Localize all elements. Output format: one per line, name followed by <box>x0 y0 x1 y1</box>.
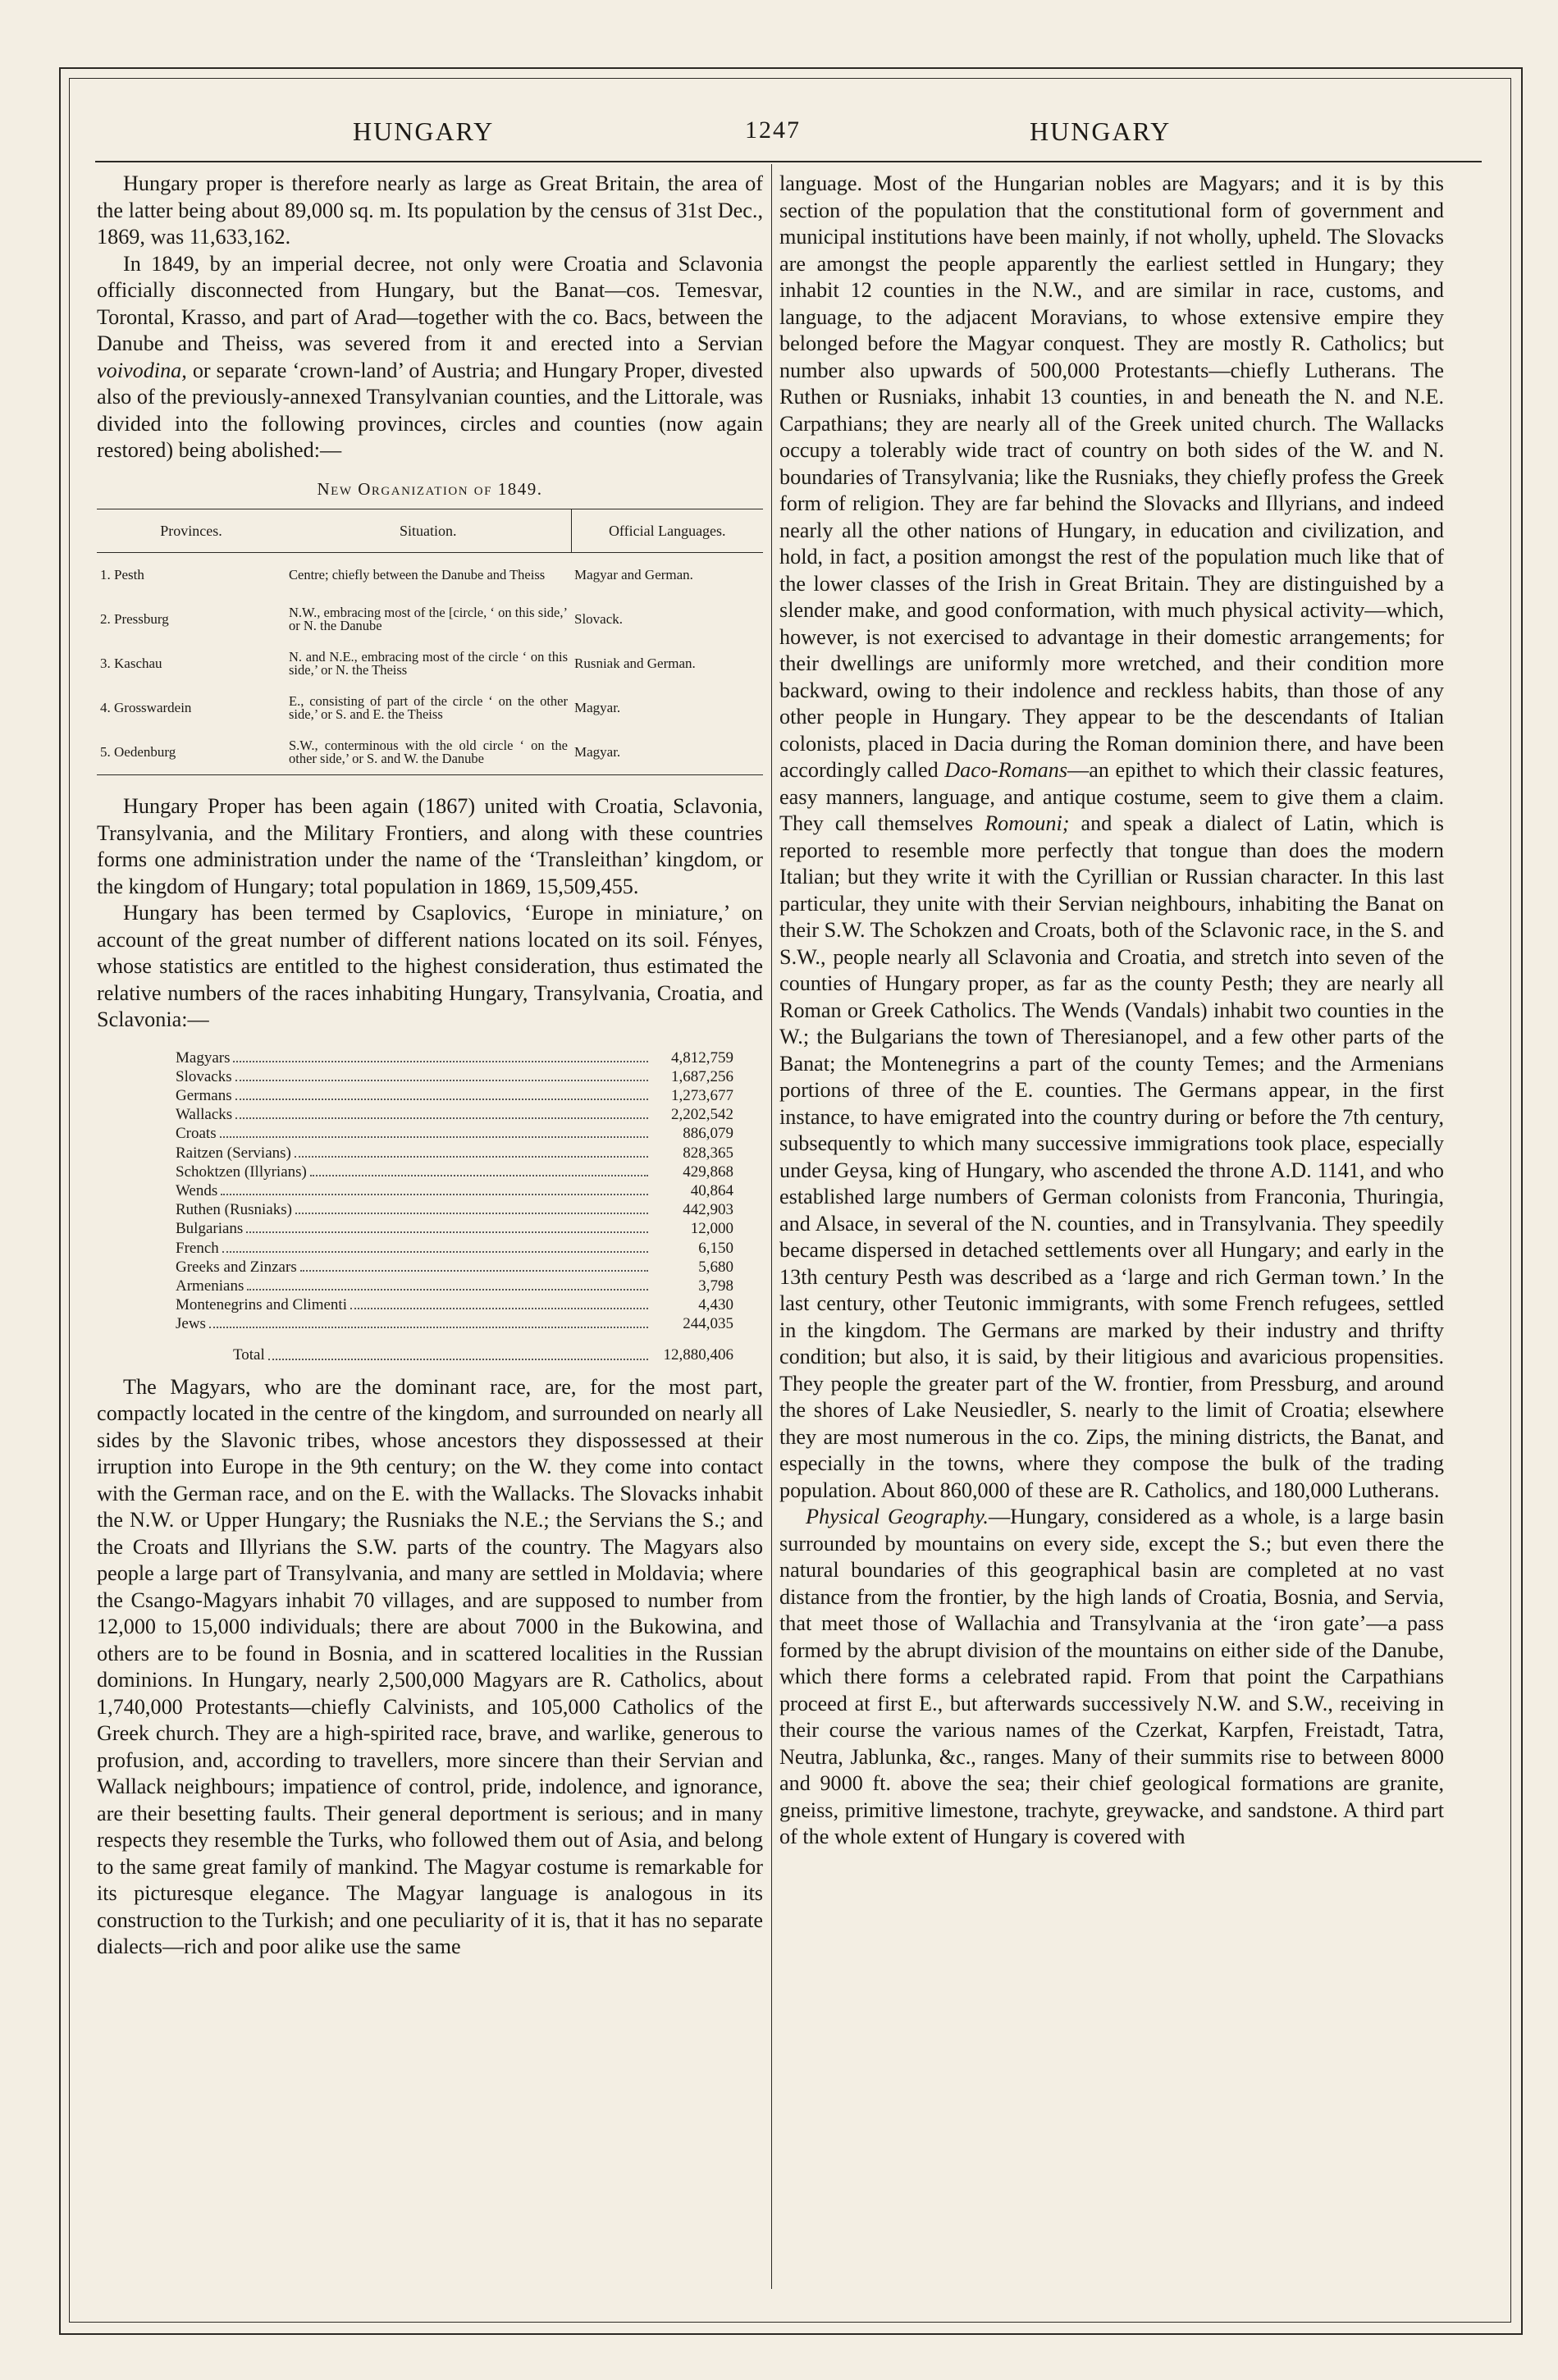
table-cell-situation: N. and N.E., embracing most of the circle ‘ on this side,’ or N. the Theiss <box>289 649 568 678</box>
paragraph-races-continued: language. Most of the Hungarian nobles are Magyars; and it is by this section of the population that the constitutional form of government and municipal institutions have been mainly, if not wholly, upheld. The Slovacks are amongst the people apparently the earliest settled in Hungary; they inhabit 12 counties in the N.W., and are similar in race, customs, and language, to the adjacent Moravians, to whose extensive empire they belonged before the Magyar conquest. They are mostly R. Catholics; but number also upwards of 500,000 Protestants—chiefly Lutherans. The Ruthen or Rusniaks, inhabit 13 counties, in and beneath the N. and N.E. Carpathians; they are nearly all of the Greek united church. The Wallacks occupy a tolerably wide tract of country on both sides of the W. and N. boundaries of Transylvania; like the Rusniaks, they chiefly profess the Greek form of religion. They are far behind the Slovacks and Illyrians, and indeed nearly all the other nations of Hungary, in education and civilization, and hold, in fact, a position amongst the rest of the population much like that of the lower classes of the Irish in Great Britain. They are distinguished by a slender make, and good conformation, with much physical activity—which, however, is not exercised to advantage in their domestic arrangements; for their dwellings are uniformly more wretched, and their condition more backward, owing to their indolence and reckless habits, than those of any other people in Hungary. They appear to be the descendants of Italian colonists, placed in Dacia during the Roman dominion there, and have been accordingly called Daco-Romans—an epithet to which their classic features, easy manners, language, and antique costume, seem to give them a claim. They call themselves Romouni; and speak a dialect of Latin, which is reported to resemble more perfectly that tongue than does the modern Italian; but they write it with the Cyrillian or Russian character. In this last particular, they unite with their Servian neighbours, inhabiting the Banat on their S.W. The Schokzen and Croats, both of the Sclavonic race, in the S. and S.W., people nearly all Sclavonia and Croatia, and stretch into seven of the counties of Hungary proper, as far as the county Pesth; they are nearly all Roman or Greek Catholics. The Wends (Vandals) inhabit two counties in the W.; the Bulgarians the town of Theresianopel, and a few other parts of the Banat; the Montenegrins a part of the county Temes; and the Armenians portions of three of the E. counties. The Germans appear, in the first instance, to have emigrated into the country during or before the 7th century, subsequently to which many successive immigrations took place, especially under Geysa, king of Hungary, who ascended the throne A.D. 1141, and who established large numbers of German colonists from Franconia, Thuringia, and Alsace, in several of the N. counties, and in Transylvania. They speedily became dispersed in detached settlements over all Hungary; and early in the 13th century Pesth was described as a ‘large and rich German town.’ In the last century, other Teutonic immigrants, with some French refugees, settled in the kingdom. The Germans are marked by their industry and thrifty condition; but also, it is said, by their litigious and avaricious propensities. They people the greater part of the W. frontier, from Pressburg, and around the shores of Lake Neusiedler, S. nearly to the limit of Croatia; elsewhere they are most numerous in the co. Zips, the mining districts, the Banat, and especially in the towns, where they compose the bulk of the trading population. About 860,000 of these are R. Catholics, and 180,000 Lutherans. <box>779 171 1444 1502</box>
table-cell-province: 1. Pesth <box>100 567 144 582</box>
list-item: Wends 40,864 <box>176 1181 733 1199</box>
left-column <box>97 171 763 1961</box>
table-cell-language: Magyar. <box>574 700 621 715</box>
table-cell-province: 3. Kaschau <box>100 656 162 671</box>
header-right-title: HUNGARY <box>1030 116 1172 146</box>
table-header-situation: Situation. <box>286 509 571 553</box>
races-list <box>176 1048 733 1364</box>
list-item: Jews 244,035 <box>176 1315 733 1333</box>
list-item: Schoktzen (Illyrians) 429,868 <box>176 1163 733 1181</box>
list-item: Ruthen (Rusniaks) 442,903 <box>176 1201 733 1219</box>
table-cell-province: 4. Grosswardein <box>100 700 192 715</box>
list-item: Greeks and Zinzars 5,680 <box>176 1258 733 1276</box>
list-item: Bulgarians 12,000 <box>176 1220 733 1238</box>
page-number: 1247 <box>745 116 801 144</box>
list-item: Raitzen (Servians) 828,365 <box>176 1144 733 1162</box>
table-row <box>97 642 763 686</box>
list-item: French 6,150 <box>176 1239 733 1257</box>
table-cell-province: 5. Oedenburg <box>100 744 176 760</box>
table-row <box>97 597 763 642</box>
table-cell-province: 2. Pressburg <box>100 611 169 627</box>
table-cell-language: Magyar and German. <box>574 567 693 582</box>
list-item: Wallacks 2,202,542 <box>176 1106 733 1124</box>
table-cell-language: Slovack. <box>574 611 624 627</box>
list-item: Montenegrins and Climenti 4,430 <box>176 1296 733 1314</box>
header-left-title: HUNGARY <box>353 116 495 146</box>
table-cell-situation: N.W., embracing most of the [circle, ‘ on this side,’ or N. the Danube <box>289 605 568 633</box>
table-cell-language: Rusniak and German. <box>574 656 696 671</box>
table-row <box>97 730 763 775</box>
table-title: New Organization of 1849. <box>317 478 543 499</box>
right-column <box>779 171 1444 1851</box>
list-item: Germans 1,273,677 <box>176 1086 733 1104</box>
paragraph-physical-geography: Physical Geography.—Hungary, considered as a whole, is a large basin surrounded by mountains on every side, except the S.; but even there the natural boundaries of this geographical basin are completed at no vast distance from the frontier, by the high lands of Croatia, Bosnia, and Servia, that meet those of Wallachia and Transylvania at the ‘iron gate’—a pass formed by the abrupt division of the mountains on either side of the Danube, which there forms a celebrated rapid. From that point the Carpathians proceed at first E., but afterwards successively N.W. and S.W., receiving in their course the various names of the Czerkat, Karpfen, Freistadt, Tatra, Neutra, Jablunka, &c., ranges. Many of their summits rise to between 8000 and 9000 ft. above the sea; their chief geological formations are granite, gneiss, primitive limestone, trachyte, greywacke, and sandstone. A third part of the whole extent of Hungary is covered with <box>779 1505 1444 1848</box>
paragraph-1849-decree: In 1849, by an imperial decree, not only were Croatia and Sclavonia officially disconnected from Hungary, but the Banat—cos. Temesvar, Torontal, Krasso, and part of Arad—together with the co. Bacs, between the Danube and Theiss, was severed from it and erected into a Servian voivodina, or separate ‘crown-land’ of Austria; and Hungary Proper, divested also of the previously-annexed Transylvanian counties, and the Littorale, was divided into the following provinces, circles and counties (now again restored) being abolished:— <box>97 251 763 462</box>
list-item: Croats 886,079 <box>176 1125 733 1143</box>
paragraph-transleithan: Hungary Proper has been again (1867) united with Croatia, Sclavonia, Transylvania, and the Military Frontiers, and along with these countries forms one administration under the name of the ‘Transleithan’ kingdom, or the kingdom of Hungary; total population in 1869, 15,509,455. <box>97 794 763 898</box>
organization-table <box>97 509 763 775</box>
paragraph-europe-miniature: Hungary has been termed by Csaplovics, ‘Europe in miniature,’ on account of the great number of different nations located on its soil. Fényes, whose statistics are entitled to the highest consideration, thus estimated the relative numbers of the races inhabiting Hungary, Transylvania, Croatia, and Sclavonia:— <box>97 901 763 1031</box>
table-cell-situation: E., consisting of part of the circle ‘ on the other side,’ or S. and E. the Theiss <box>289 693 568 722</box>
table-header-languages: Official Languages. <box>571 509 763 553</box>
table-row <box>97 553 763 598</box>
header-rule <box>95 161 1482 162</box>
paragraph-magyars: The Magyars, who are the dominant race, are, for the most part, compactly located in the centre of the kingdom, and surrounded on nearly all sides by the Slavonic tribes, whose ancestors they dispossessed at their irruption into Europe in the 9th century; on the W. they come into contact with the German race, and on the E. with the Wallacks. The Slovacks inhabit the N.W. or Upper Hungary; the Rusniaks the N.E.; the Servians the S.; and the Croats and Illyrians the S.W. parts of the country. The Magyars also people a large part of Transylvania, and many are settled in Moldavia; where the Csango-Magyars inhabit 70 villages, and are supposed to number from 12,000 to 15,000 individuals; there are about 7000 in the Bukowina, and others are to be found in Bosnia, and in scattered localities in the Russian dominions. In Hungary, nearly 2,500,000 Magyars are R. Catholics, about 1,740,000 Protestants—chiefly Calvinists, and 105,000 Catholics of the Greek church. They are a high-spirited race, brave, and warlike, generous to profusion, and, according to travellers, more sincere than their Servian and Wallack neighbours; impatience of control, pride, indolence, and ignorance, are their besetting faults. Their general deportment is serious; and in many respects they resemble the Turks, who followed them out of Asia, and belong to the same great family of mankind. The Magyar costume is remarkable for its picturesque elegance. The Magyar language is analogous in its construction to the Turkish; and one peculiarity of it is, that it has no separate dialects—rich and poor alike use the same <box>97 1374 763 1959</box>
races-total: Total 12,880,406 <box>233 1345 733 1364</box>
list-item: Magyars 4,812,759 <box>176 1048 733 1067</box>
table-cell-language: Magyar. <box>574 744 621 760</box>
table-row <box>97 686 763 730</box>
list-item: Armenians 3,798 <box>176 1277 733 1295</box>
running-header <box>82 116 1493 149</box>
table-header-provinces: Provinces. <box>97 509 286 553</box>
list-item: Slovacks 1,687,256 <box>176 1067 733 1085</box>
table-cell-situation: Centre; chiefly between the Danube and Theiss <box>289 567 546 582</box>
table-cell-situation: S.W., conterminous with the old circle ‘ on the other side,’ or S. and W. the Danube <box>289 738 568 766</box>
column-divider <box>771 164 772 2289</box>
paragraph-area-population: Hungary proper is therefore nearly as large as Great Britain, the area of the latter being about 89,000 sq. m. Its population by the census of 31st Dec., 1869, was 11,633,162. <box>97 171 763 249</box>
